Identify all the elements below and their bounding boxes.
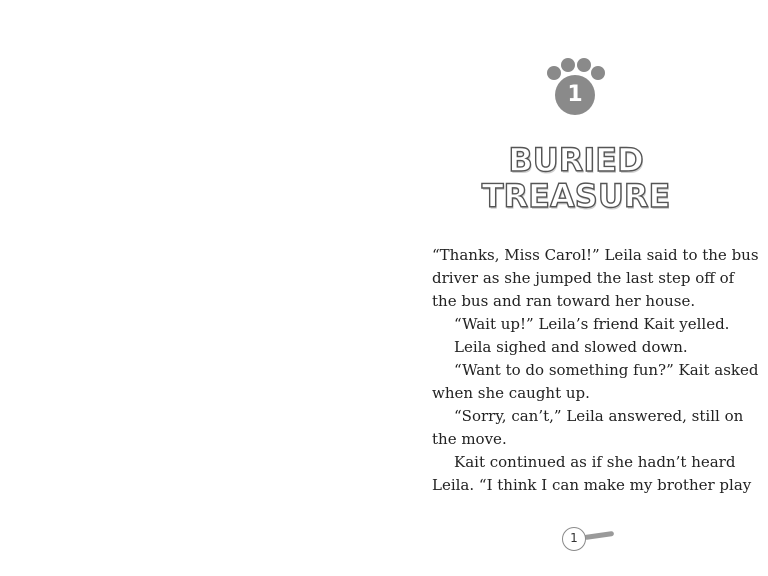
right-page <box>384 0 768 576</box>
body-line: “Want to do something fun?” Kait asked <box>454 361 759 379</box>
body-line: Leila sighed and slowed down. <box>454 338 688 356</box>
chapter-title-line-2: TREASURE <box>481 177 671 215</box>
page-number-decoration <box>584 531 614 540</box>
body-line: “Thanks, Miss Carol!” Leila said to the bus <box>432 246 759 264</box>
paw-toe <box>561 58 575 72</box>
paw-toe <box>547 66 561 80</box>
paw-toe <box>577 58 591 72</box>
paw-toe <box>591 66 605 80</box>
chapter-body-text <box>432 244 759 497</box>
body-line: the bus and ran toward her house. <box>432 292 696 310</box>
body-line: “Sorry, can’t,” Leila answered, still on <box>454 407 744 425</box>
body-line: “Wait up!” Leila’s friend Kait yelled. <box>454 315 730 333</box>
body-line: Kait continued as if she hadn’t heard <box>454 453 736 471</box>
paw-print-icon <box>545 58 607 116</box>
chapter-title-line-1: BURIED <box>508 141 644 179</box>
body-line: Leila. “I think I can make my brother play <box>432 476 752 494</box>
body-line: driver as she jumped the last step off of <box>432 269 735 287</box>
chapter-number: 1 <box>555 75 595 115</box>
body-line: the move. <box>432 430 507 448</box>
body-line: when she caught up. <box>432 384 590 402</box>
page-number: 1 <box>562 527 586 551</box>
